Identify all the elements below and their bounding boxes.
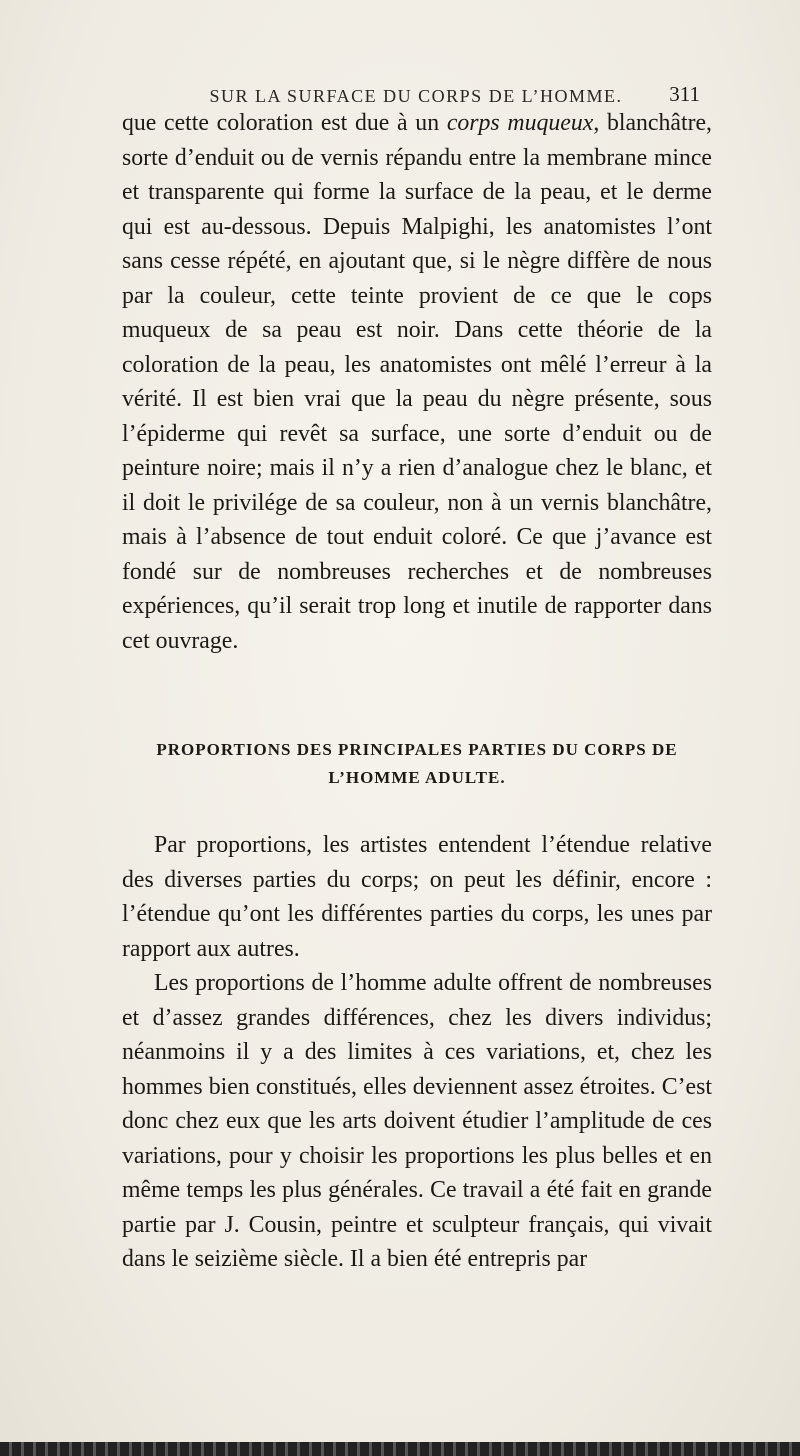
paragraph-proportions: Les proportions de l’homme adulte offrent de nombreuses et d’assez grandes différences, chez les divers individus; néanmoins il y a des limites à ces variations, et, chez les hommes bien constitués, elles deviennent assez étroites. C’est donc chez eux que les arts doivent étudier l’amplitude de ces variations, pour y choisir les proportions les plus belles et en même temps les plus générales. Ce travail a été fait en grande partie par J. Cousin, peintre et sculpteur français, qui vivait dans le seizième siècle. Il a bien été entrepris par — [122, 970, 712, 1272]
text-run: , blanchâtre, sorte d’enduit ou de vernis répandu entre la membrane mince et transparente qui forme la surface de la peau, et le derme qui est au-dessous. Depuis Malpighi, les anatomistes l’ont sans cesse répété, en ajoutant que, si le nègre diffère de nous par la couleur, cette teinte provient de ce que le cops muqueux de sa peau est noir. Dans cette théorie de la coloration de la peau, les anatomistes ont mêlé l’erreur à la vérité. Il est bien vrai que la peau du nègre présente, sous l’épiderme qui revêt sa surface, une sorte d’enduit ou de peinture noire; mais il n’y a rien d’analogue chez le blanc, et il doit le privilége de sa couleur, non à un vernis blanchâtre, mais à l’absence de tout enduit coloré. Ce que j’avance est fondé sur de nombreuses recherches et de nombreuses expériences, qu’il serait trop long et inutile de rapporter dans cet ouvrage. — [122, 110, 713, 654]
paragraph-coloration — [122, 106, 712, 658]
page-number: 311 — [669, 82, 700, 106]
section-heading: PROPORTIONS DES PRINCIPALES PARTIES DU CORPS DE L’HOMME ADULTE. — [156, 740, 678, 787]
page-bottom-edge — [0, 1442, 800, 1456]
paragraph-definition: Par proportions, les artistes entendent l’étendue relative des diverses parties du corps; on peut les définir, encore : l’étendue qu’ont les différentes parties du corps, les unes par rapport aux autres. — [122, 832, 712, 962]
text-run: que cette coloration est due à un — [122, 110, 447, 136]
running-head: SUR LA SURFACE DU CORPS DE L’HOMME. — [209, 86, 623, 106]
italic-term: corps muqueux — [446, 110, 594, 136]
paragraph-text — [122, 106, 712, 658]
section-body — [122, 828, 712, 1277]
